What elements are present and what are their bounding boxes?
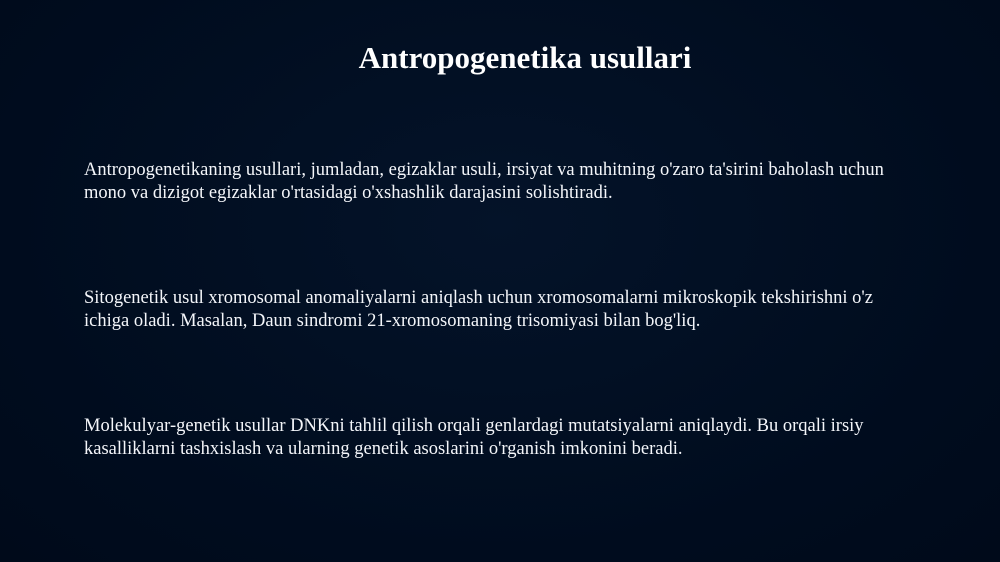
paragraph-line: Molekulyar-genetik usullar DNKni tahlil qilish orqali genlardagi mutatsiyalarni aniqlaydi. Bu orqali irsiy xyxy=(84,416,864,436)
slide-title: Antropogenetika usullari xyxy=(358,40,692,75)
paragraph-line: kasalliklarni tashxislash va ularning genetik asoslarini o'rganish imkonini beradi. xyxy=(84,439,683,459)
paragraph-line: Antropogenetikaning usullari, jumladan, egizaklar usuli, irsiyat va muhitning o'zaro ta'sirini baholash uchun xyxy=(84,160,884,180)
paragraph-line: mono va dizigot egizaklar o'rtasidagi o'xshashlik darajasini solishtiradi. xyxy=(84,183,613,203)
paragraph-molecular-method xyxy=(84,415,924,461)
paragraph-line: Sitogenetik usul xromosomal anomaliyalarni aniqlash uchun xromosomalarni mikroskopik tekshirishni o'z xyxy=(84,288,873,308)
paragraph-twin-method xyxy=(84,159,924,205)
paragraph-line: ichiga oladi. Masalan, Daun sindromi 21-xromosomaning trisomiyasi bilan bog'liq. xyxy=(84,311,701,331)
paragraph-cytogenetic-method xyxy=(84,287,924,333)
